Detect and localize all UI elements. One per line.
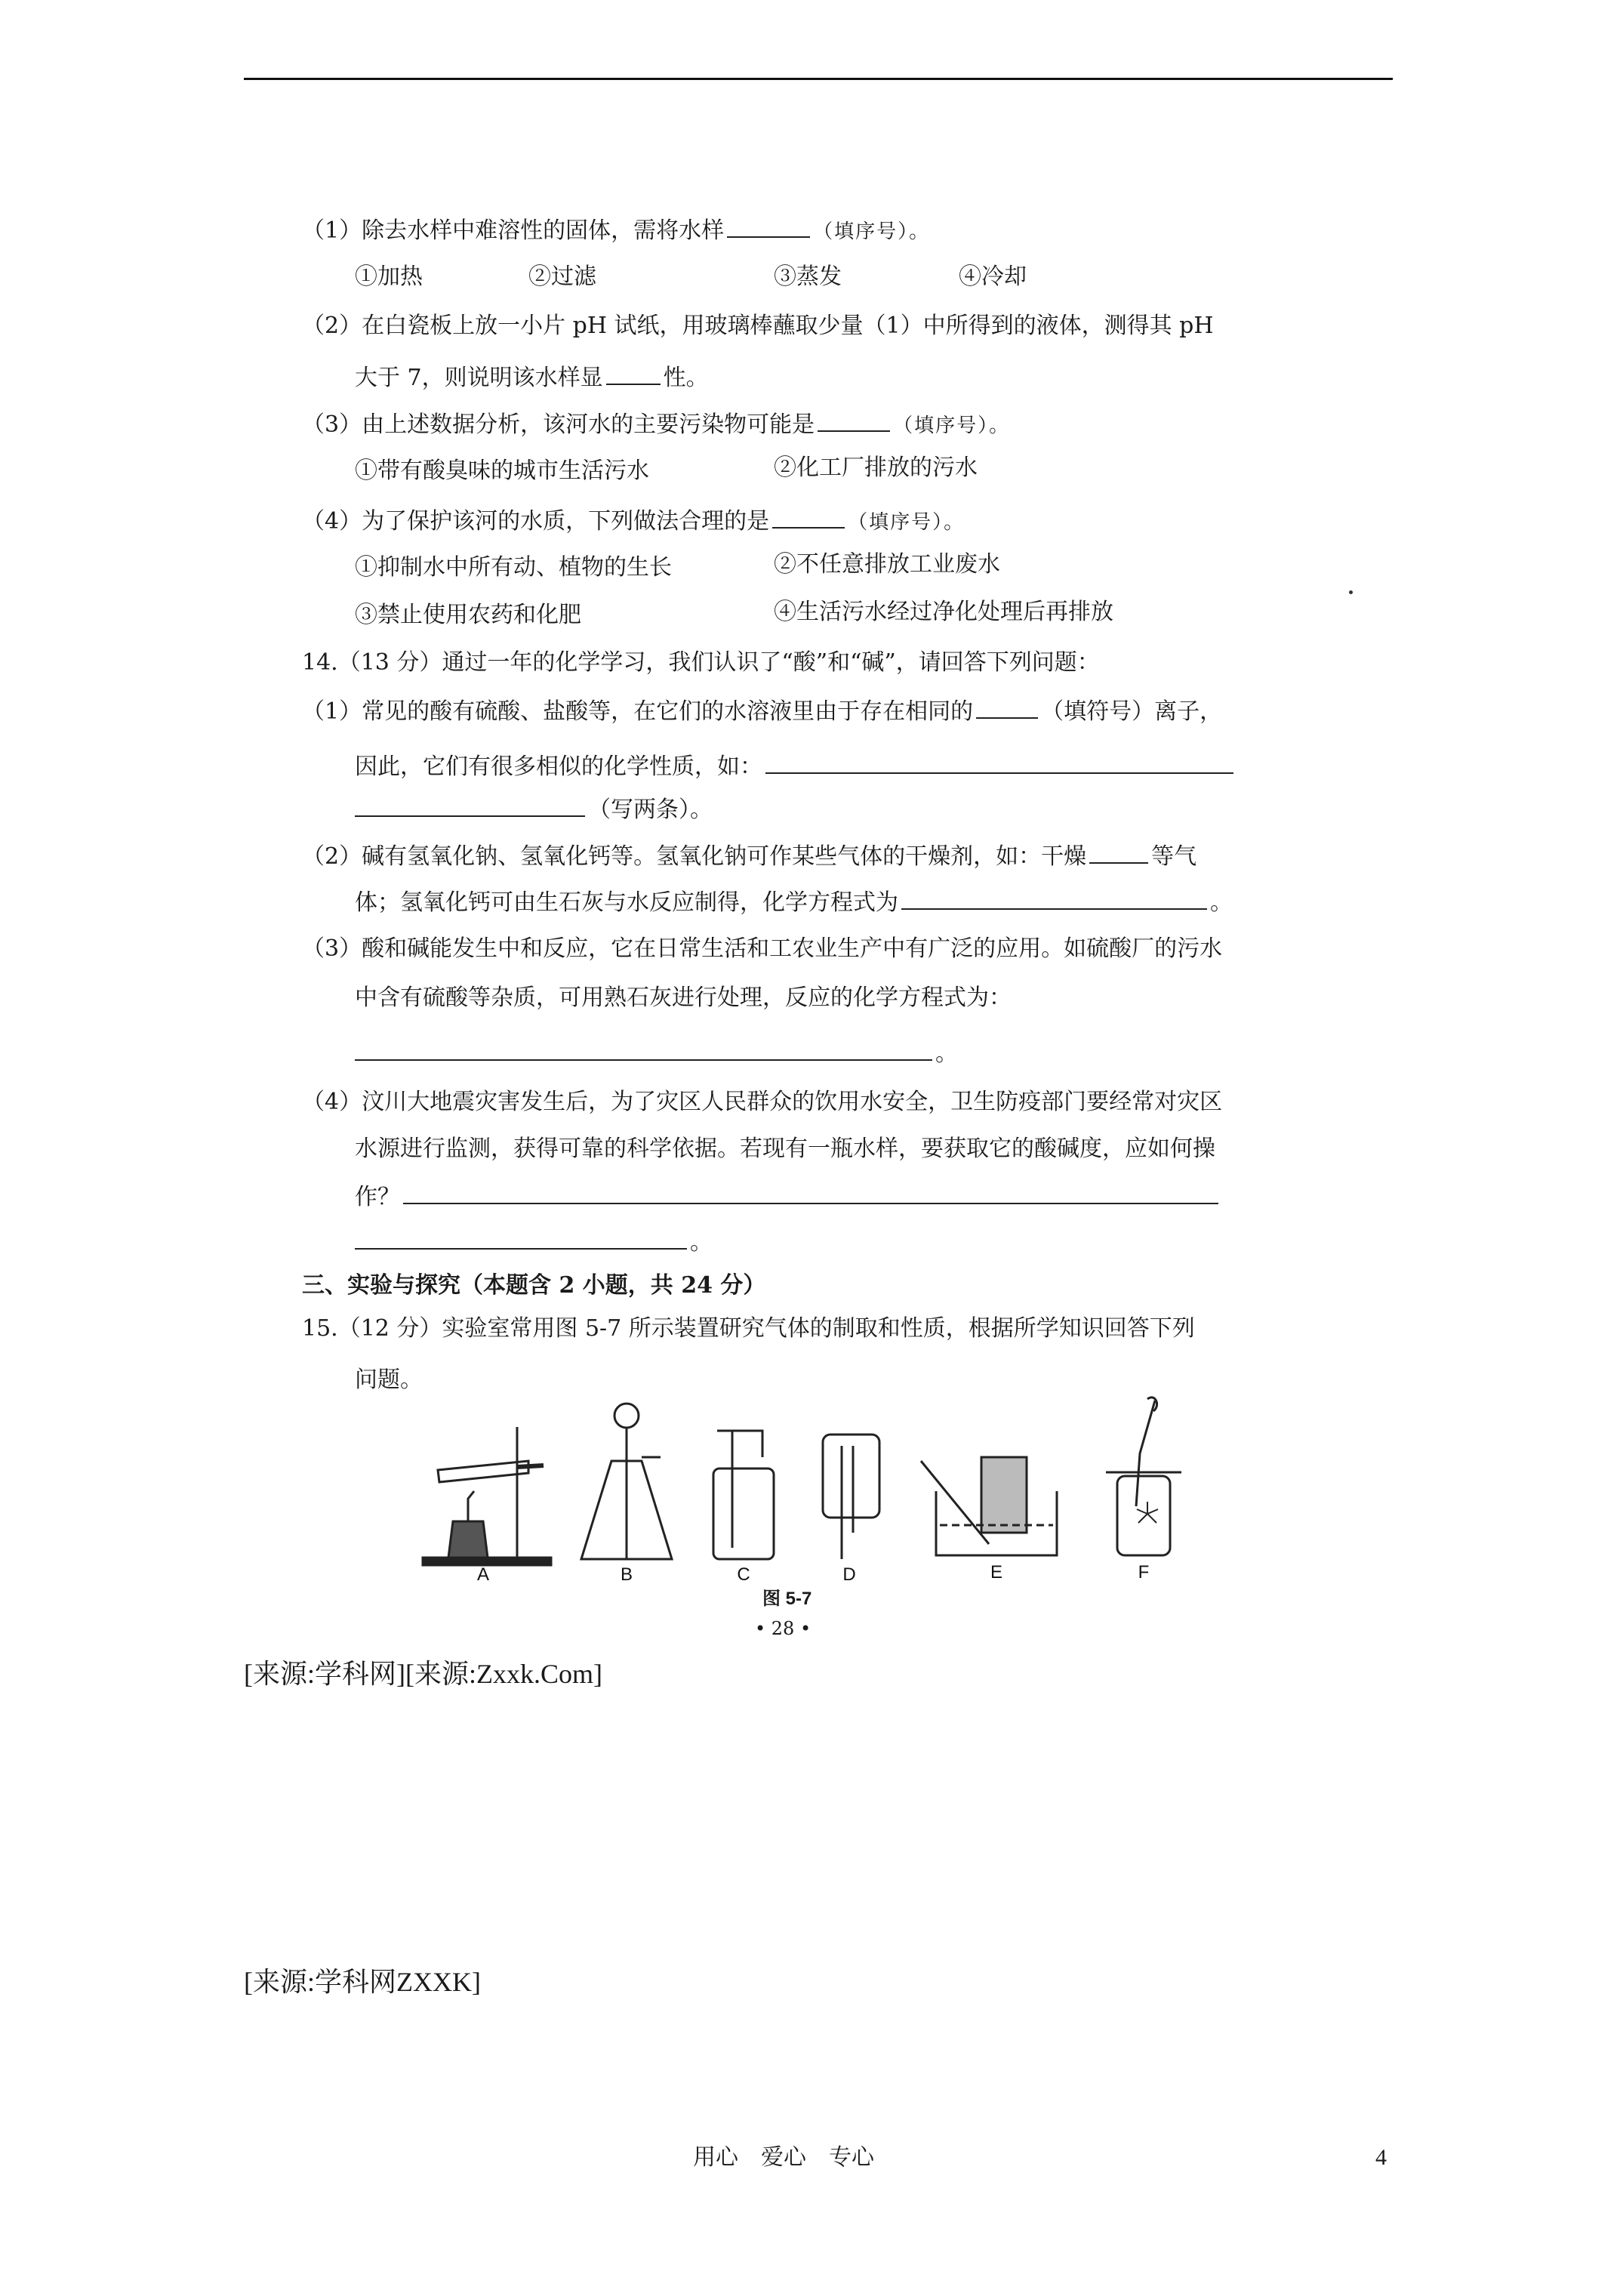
figure-label-a: A [476,1564,490,1582]
q14-part3-line3 [355,1037,958,1069]
q14-part4-line3 [355,1180,1221,1213]
apparatus-b-flask-with-funnel [581,1404,672,1559]
q13-part2-line2 [355,361,709,393]
q13-part1 [302,214,930,247]
q13-part1-hint: （填序号）。 [813,220,931,243]
source-note: [来源:学科网ZXXK] [244,1967,481,1997]
figure-5-7-apparatus [393,1385,1185,1582]
source-note: [来源:学科网][来源:Zxxk.Com] [244,1659,602,1689]
answer-blank[interactable] [1089,840,1148,864]
answer-blank[interactable] [765,750,1233,774]
q14-part1-line3-text: （写两条）。 [588,797,713,823]
answer-blank[interactable] [606,361,661,385]
q13-part3-text: （3）由上述数据分析，该河水的主要污染物可能是 [302,411,815,438]
q13-part1-option-4: ④冷却 [959,264,1027,290]
scan-page-number: • 28 • [755,1618,812,1639]
answer-blank[interactable] [772,504,845,529]
q13-part3-option-2: ②化工厂排放的污水 [774,455,978,481]
q13-part2-text: 大于 7，则说明该水样显 [355,365,603,391]
header-rule [244,78,1393,80]
q13-part4-option-3: ③禁止使用农药和化肥 [355,602,581,628]
footer-motto: 用心 爱心 专心 [693,2145,874,2170]
q14-part1-line2-text: 因此，它们有很多相似的化学性质，如： [355,754,762,780]
apparatus-e-water-trough [921,1457,1057,1555]
q14-part2-text: （2）碱有氢氧化钠、氢氧化钙等。氢氧化钠可作某些气体的干燥剂，如：干燥 [302,843,1087,870]
figure-label-e: E [990,1562,1003,1582]
q13-part1-option-1: ①加热 [355,264,423,290]
q14-part4-line4 [355,1225,713,1258]
answer-blank[interactable] [901,886,1207,910]
q14-part1-line1 [302,695,1222,727]
q13-part4-text: （4）为了保护该河的水质，下列做法合理的是 [302,508,770,535]
q13-part1-option-3: ③蒸发 [774,264,842,290]
q13-part3-hint: （填序号）。 [893,415,1011,437]
answer-blank[interactable] [403,1180,1218,1204]
answer-blank[interactable] [818,408,890,432]
apparatus-d-collecting-bottle [823,1435,879,1559]
section3-heading: 三、实验与探究（本题含 2 小题，共 24 分） [302,1272,766,1299]
q14-part2-line2 [355,886,1233,918]
q14-part3-line1: （3）酸和碱能发生中和反应，它在日常生活和工农业生产中有广泛的应用。如硫酸厂的污水 [302,935,1223,962]
q14-part3-line2: 中含有硫酸等杂质，可用熟石灰进行处理，反应的化学方程式为： [355,985,1012,1011]
q14-part2-suffix: 等气 [1151,843,1197,870]
q14-part3-period: 。 [935,1040,958,1067]
q13-part2-line1: （2）在白瓷板上放一小片 pH 试纸，用玻璃棒蘸取少量（1）中所得到的液体，测得其 pH [302,313,1214,339]
apparatus-c-gas-bottle [713,1431,774,1559]
scan-speck [1349,590,1353,594]
q14-part4-period: 。 [690,1229,713,1256]
figure-label-b: B [620,1564,633,1582]
q14-part1-text: （1）常见的酸有硫酸、盐酸等，在它们的水溶液里由于存在相同的 [302,698,974,725]
q14-part4-line3-text: 作？ [355,1184,400,1210]
q14-part2-line1 [302,840,1196,872]
q14-part1-suffix: （填符号）离子， [1041,698,1223,725]
figure-label-f: F [1138,1562,1150,1582]
figure-label-c: C [737,1564,750,1582]
q13-part4-option-1: ①抑制水中所有动、植物的生长 [355,554,672,581]
q13-part3-option-1: ①带有酸臭味的城市生活污水 [355,458,649,484]
figure-caption: 图 5-7 [762,1589,812,1609]
answer-blank[interactable] [355,1225,687,1250]
q14-part1-line2 [355,750,1236,782]
apparatus-f-combustion-jar [1106,1398,1181,1555]
apparatus-a-heating-setup [423,1427,551,1565]
q13-part1-option-2: ②过滤 [528,264,596,290]
q13-part4-option-4: ④生活污水经过净化处理后再排放 [774,599,1113,625]
answer-blank[interactable] [727,214,810,238]
q13-part2-suffix: 性。 [663,365,709,391]
page-number: 4 [1375,2145,1387,2170]
q13-part3 [302,408,1010,441]
q13-part4 [302,504,965,538]
q14-part4-line1: （4）汶川大地震灾害发生后，为了灾区人民群众的饮用水安全，卫生防疫部门要经常对灾区 [302,1089,1223,1115]
figure-label-d: D [842,1564,856,1582]
answer-blank[interactable] [976,695,1038,719]
q13-part4-option-2: ②不任意排放工业废水 [774,551,1000,578]
q15-line1: 15.（12 分）实验室常用图 5-7 所示装置研究气体的制取和性质，根据所学知识回答下列 [302,1315,1195,1342]
q14-part1-line3 [355,793,713,825]
q13-part4-hint: （填序号）。 [848,511,965,534]
answer-blank[interactable] [355,793,585,817]
q14-part2-line2-text: 体；氢氧化钙可由生石灰与水反应制得，化学方程式为 [355,889,898,916]
q14-part4-line2: 水源进行监测，获得可靠的科学依据。若现有一瓶水样，要获取它的酸碱度，应如何操 [355,1136,1215,1162]
q14-part2-period: 。 [1210,889,1233,916]
q14-stem: 14.（13 分）通过一年的化学学习，我们认识了“酸”和“碱”，请回答下列问题： [302,649,1100,676]
q15-line2: 问题。 [355,1367,423,1393]
answer-blank[interactable] [355,1037,932,1061]
q13-part1-text: （1）除去水样中难溶性的固体，需将水样 [302,217,725,244]
